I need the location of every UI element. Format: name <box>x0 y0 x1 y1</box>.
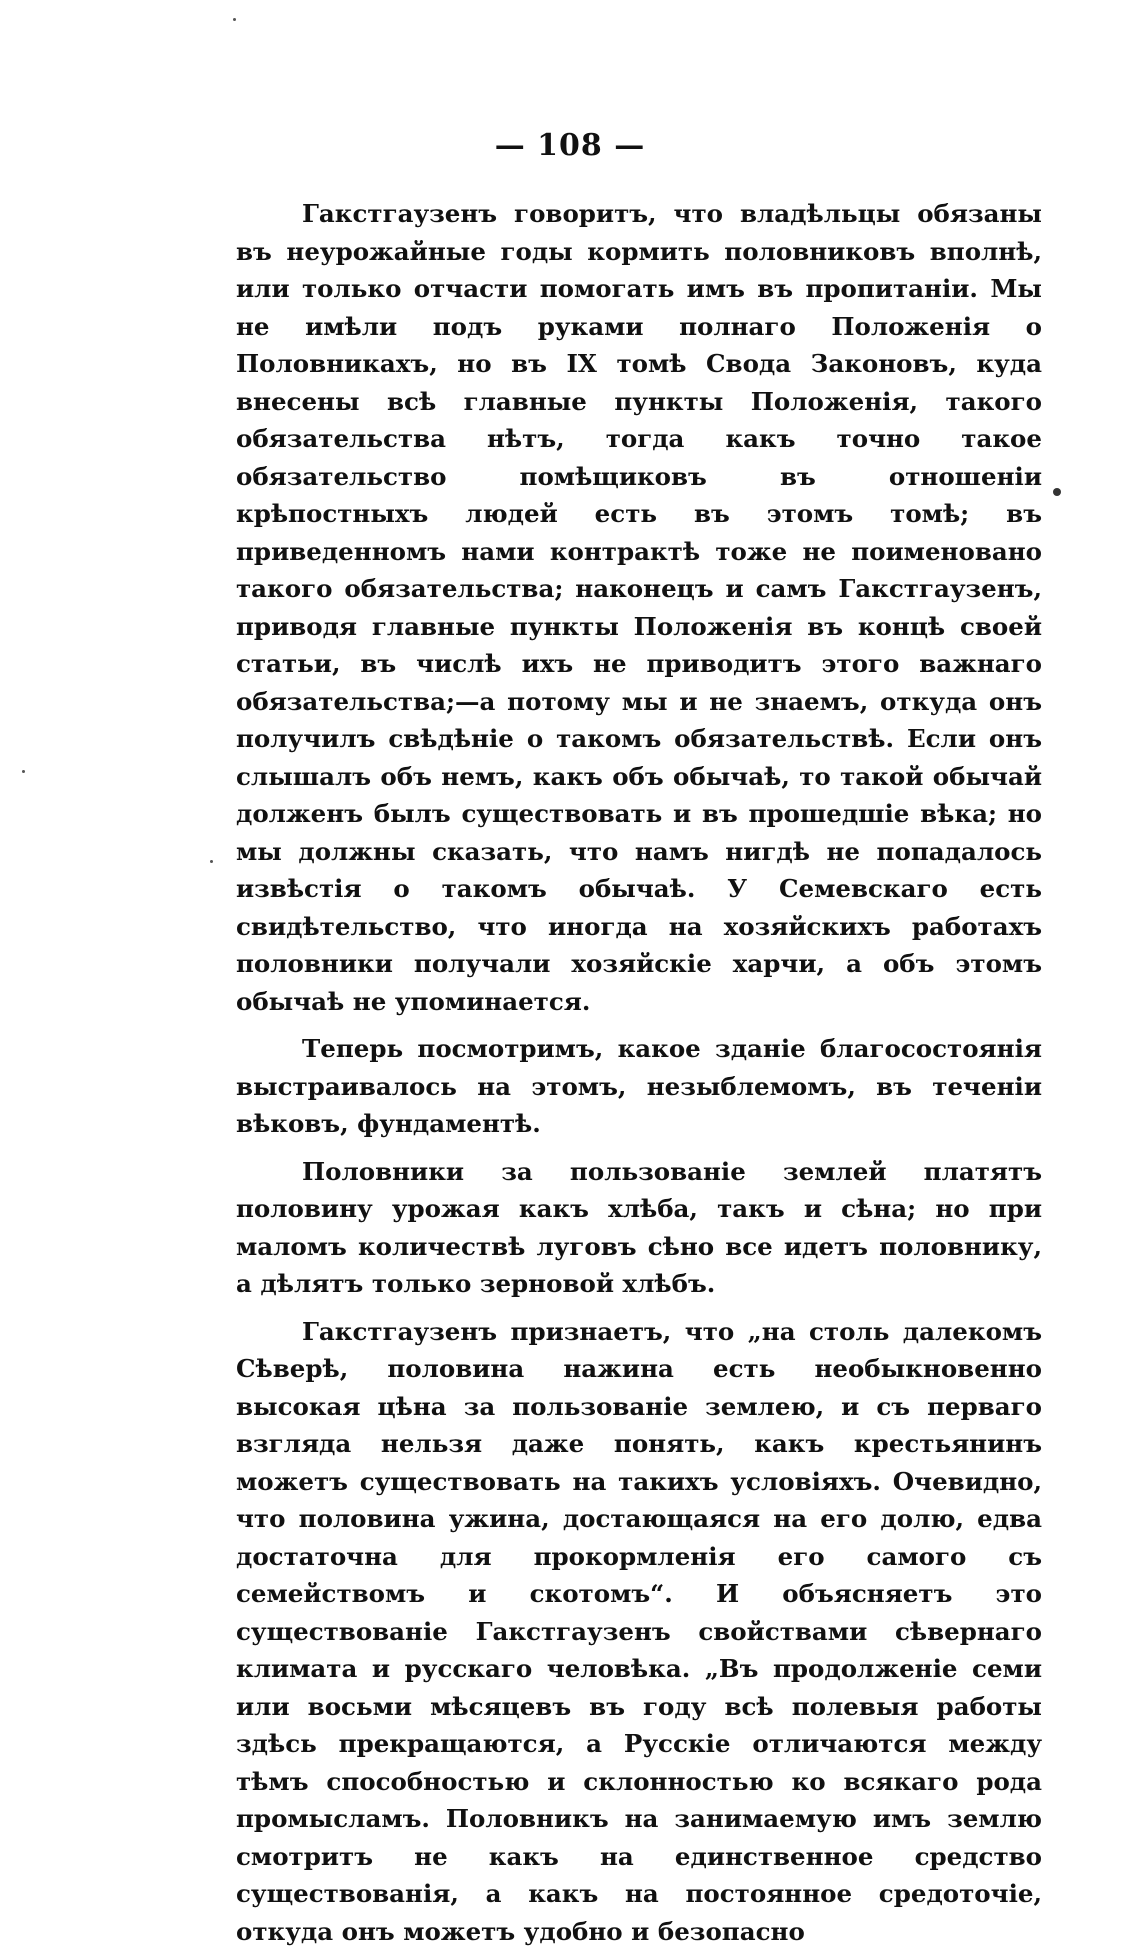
paragraph-4: Гакстгаузенъ признаетъ, что „на столь далекомъ Сѣверѣ, половина нажина есть необыкновенно высокая цѣна за пользованіе землею, и съ перваго взгляда нельзя даже понять, какъ крестьянинъ можетъ существовать на такихъ условіяхъ. Очевидно, что половина ужина, достающаяся на его долю, едва достаточна для прокормленія его самого съ семействомъ и скотомъ“. И объясняетъ это существованіе Гакстгаузенъ свойствами сѣвернаго климата и русскаго человѣка. „Въ продолженіе семи или восьми мѣсяцевъ въ году всѣ полевыя работы здѣсь прекращаются, а Русскіе отличаются между тѣмъ способностью и склонностью ко всякаго рода промысламъ. Половникъ на занимаемую имъ землю смотритъ не какъ на единственное средство существованія, а какъ на постоянное средоточіе, откуда онъ можетъ удобно и безопасно <box>236 1316 1042 1946</box>
margin-ink-mark <box>1053 488 1061 496</box>
paragraph-2: Теперь посмотримъ, какое зданіе благосостоянія выстраивалось на этомъ, незыблемомъ, въ теченіи вѣковъ, фундаментѣ. <box>236 1034 1042 1138</box>
paragraph-1: Гакстгаузенъ говоритъ, что владѣльцы обязаны въ неурожайные годы кормить половниковъ вполнѣ, или только отчасти помогать имъ въ пропитаніи. Мы не имѣли подъ руками полнаго Положенія о Половникахъ, но въ IX томѣ Свода Законовъ, куда внесены всѣ главные пункты Положенія, такого обязательства нѣтъ, тогда какъ точно такое обязательство помѣщиковъ въ отношеніи крѣпостныхъ людей есть въ этомъ томѣ; въ приведенномъ нами контрактѣ тоже не поименовано такого обязательства; наконецъ и самъ Гакстгаузенъ, приводя главные пункты Положенія въ концѣ своей статьи, въ числѣ ихъ не приводитъ этого важнаго обязательства;—а потому мы и не знаемъ, откуда онъ получилъ свѣдѣніе о такомъ обязательствѣ. Если онъ слышалъ объ немъ, какъ объ обычаѣ, то такой обычай долженъ былъ существовать и въ прошедшіе вѣка; но мы должны сказать, что намъ нигдѣ не попадалось извѣстія о такомъ обычаѣ. У Семевскаго есть свидѣтельство, что иногда на хозяйскихъ работахъ половники получали хозяйскіе харчи, а объ этомъ обычаѣ не упоминается. <box>236 199 1042 1016</box>
scan-speck <box>210 860 213 863</box>
body-text <box>236 195 1042 1960</box>
scan-speck <box>233 18 236 21</box>
scan-speck <box>22 770 25 773</box>
paragraph-3: Половники за пользованіе землей платятъ половину урожая какъ хлѣба, такъ и сѣна; но при маломъ количествѣ луговъ сѣно все идетъ половнику, а дѣлятъ только зерновой хлѣбъ. <box>236 1156 1042 1298</box>
page-number: — 108 — <box>494 128 646 163</box>
